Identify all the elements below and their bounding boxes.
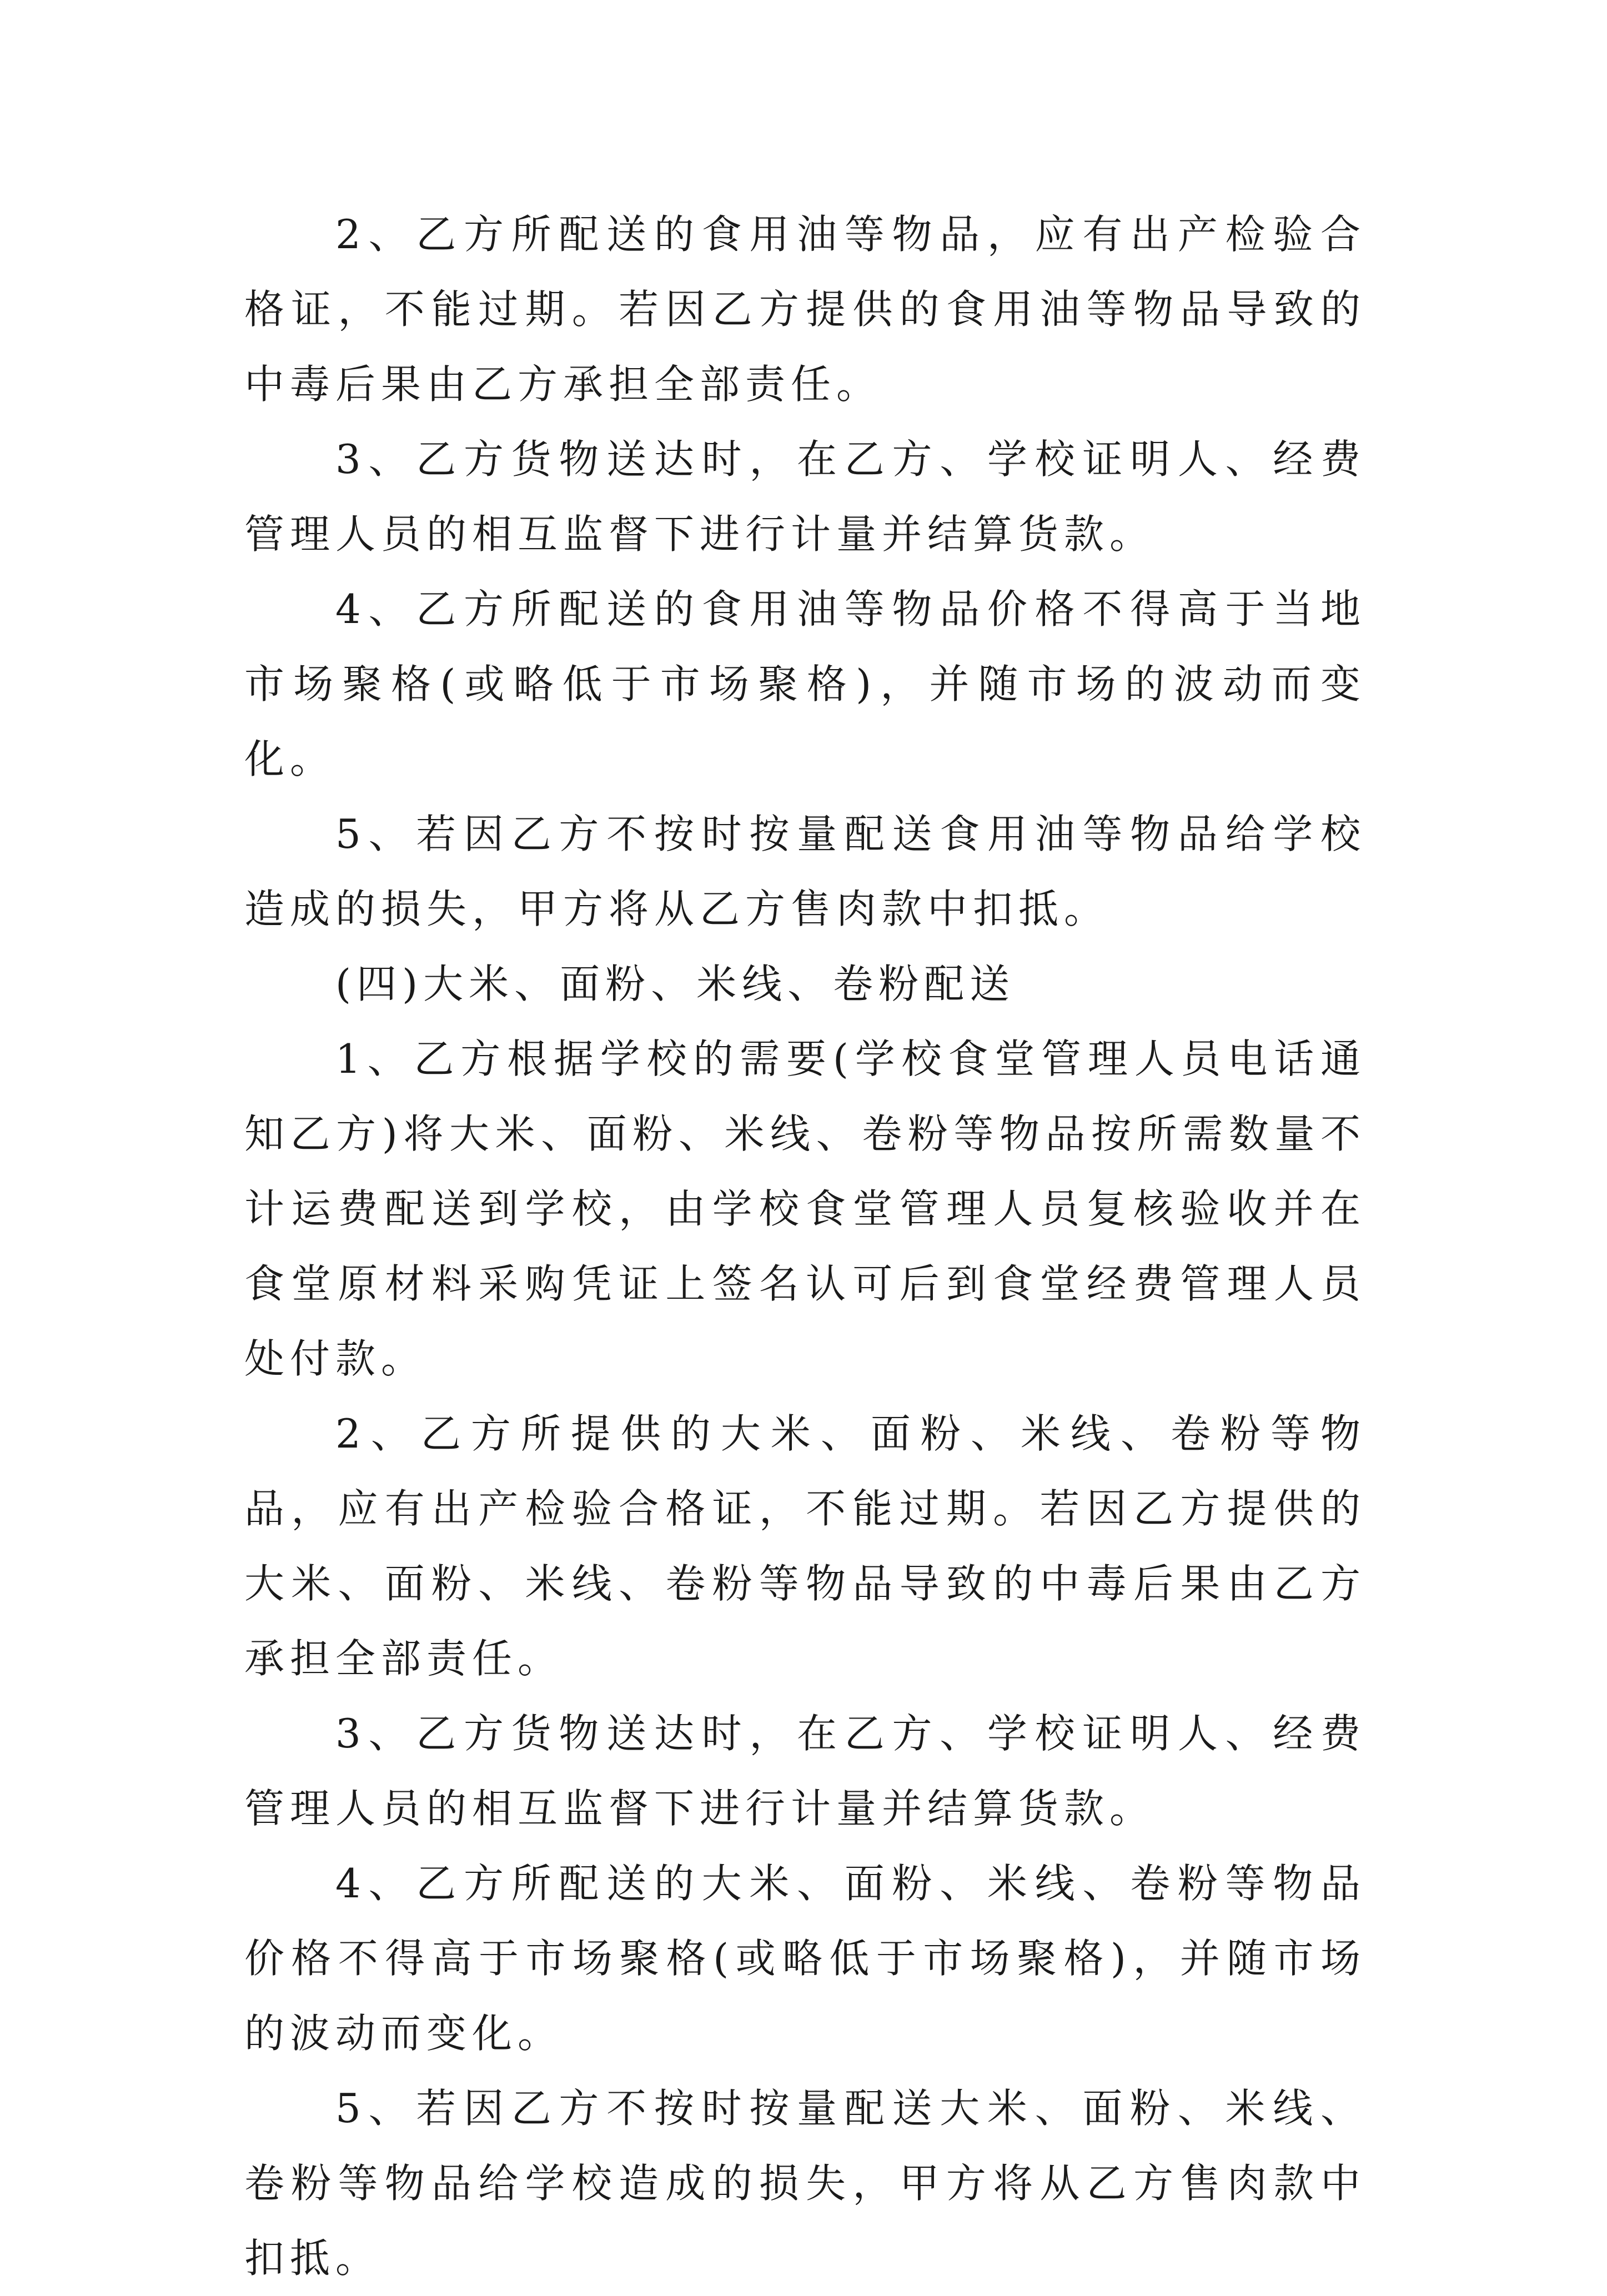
paragraph-oil-clause-5: 5、若因乙方不按时按量配送食用油等物品给学校造成的损失，甲方将从乙方售肉款中扣抵。 — [244, 811, 1366, 932]
paragraph-oil-clause-4: 4、乙方所配送的食用油等物品价格不得高于当地市场聚格(或略低于市场聚格)，并随市场的波动而变化。 — [244, 586, 1366, 782]
paragraph-rice-clause-4: 4、乙方所配送的大米、面粉、米线、卷粉等物品价格不得高于市场聚格(或略低于市场聚格)，并随市场的波动而变化。 — [244, 1860, 1366, 2057]
paragraph-rice-clause-2: 2、乙方所提供的大米、面粉、米线、卷粉等物品，应有出产检验合格证，不能过期。若因乙方提供的大米、面粉、米线、卷粉等物品导致的中毒后果由乙方承担全部责任。 — [244, 1410, 1366, 1682]
paragraph-oil-clause-3: 3、乙方货物送达时，在乙方、学校证明人、经费管理人员的相互监督下进行计量并结算货款。 — [244, 436, 1366, 557]
paragraph-rice-clause-1: 1、乙方根据学校的需要(学校食堂管理人员电话通知乙方)将大米、面粉、米线、卷粉等物品按所需数量不计运费配送到学校，由学校食堂管理人员复核验收并在食堂原材料采购凭证上签名认可后到食堂经费管理人员处付款。 — [244, 1036, 1366, 1382]
paragraph-oil-clause-2: 2、乙方所配送的食用油等物品，应有出产检验合格证，不能过期。若因乙方提供的食用油等物品导致的中毒后果由乙方承担全部责任。 — [244, 211, 1366, 408]
section-heading-rice-flour: (四)大米、面粉、米线、卷粉配送 — [335, 961, 1016, 1007]
paragraph-rice-clause-5: 5、若因乙方不按时按量配送大米、面粉、米线、卷粉等物品给学校造成的损失，甲方将从乙方售肉款中扣抵。 — [244, 2085, 1366, 2282]
paragraph-rice-clause-3: 3、乙方货物送达时，在乙方、学校证明人、经费管理人员的相互监督下进行计量并结算货款。 — [244, 1710, 1366, 1832]
document-body — [244, 197, 1366, 2296]
